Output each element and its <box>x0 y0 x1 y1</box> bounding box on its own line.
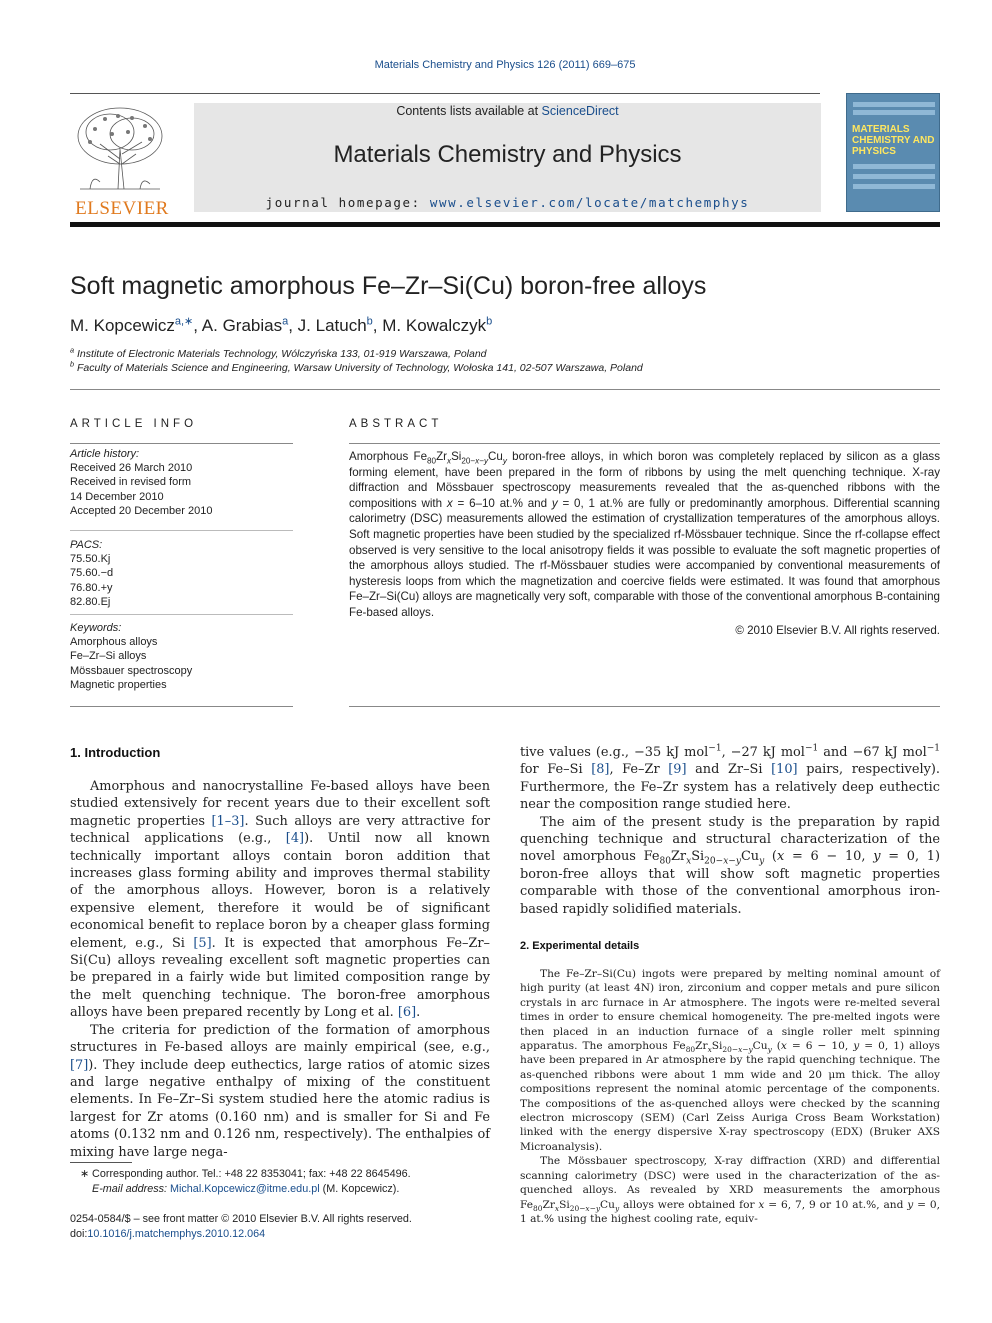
affiliation-a <box>70 345 487 360</box>
citation-link[interactable]: [1–3] <box>211 813 245 829</box>
author-list: M. Kopcewicz$^{a,∗}$, A. Grabias$^a$, J. Latuch$^b$, M. Kowalczyk$^b$ <box>70 315 493 335</box>
article-info-heading: ARTICLE INFO <box>70 418 198 430</box>
affiliation-link[interactable]: a,∗ <box>174 315 194 328</box>
cover-stripe <box>853 184 935 189</box>
affiliation-text: Faculty of Materials Science and Engineering, Warsaw University of Technology, Wołoska 141, 02-507 Warszawa, Poland <box>77 362 643 374</box>
front-matter <box>70 1212 412 1242</box>
keyword-item: Magnetic properties <box>70 678 167 691</box>
keyword-item: Fe–Zr–Si alloys <box>70 650 147 663</box>
footnote-rule <box>70 1162 132 1163</box>
citation-link[interactable]: [9] <box>668 762 687 778</box>
email-link[interactable]: Michal.Kopcewicz@itme.edu.pl <box>170 1183 320 1195</box>
history-label: Article history: <box>70 448 140 460</box>
paragraph: The aim of the present study is the preparation by rapid quenching technique and structural characterization of the novel amorphous $Fe_{80}Zr_xSi_{20-x-y}Cu_y$ (x = 6 − 10, y = 0, 1) boron-free alloys that will show soft magnetic properties comparable with those of the conventional amorphous iron-based rapidly solidified materials. <box>520 814 940 917</box>
abstract-rule <box>349 706 940 707</box>
history-item: Received in revised form <box>70 476 192 489</box>
info-rule <box>70 443 293 444</box>
cover-stripe <box>853 110 935 115</box>
email-label: E-mail address: <box>92 1183 171 1195</box>
pacs-item: 75.50.Kj <box>70 553 111 566</box>
citation-link[interactable]: [4] <box>285 831 305 847</box>
body-column-left <box>70 778 490 1161</box>
history-item: Received 26 March 2010 <box>70 462 193 475</box>
article-history <box>70 447 212 518</box>
abstract-rule <box>349 443 940 444</box>
cover-title: MATERIALS CHEMISTRY AND PHYSICS <box>852 124 935 157</box>
keyword-item: Amorphous alloys <box>70 636 158 649</box>
journal-masthead <box>194 103 821 212</box>
doi-prefix: doi: <box>70 1228 88 1240</box>
info-separator <box>70 530 293 531</box>
homepage-prefix: journal homepage: <box>265 195 430 210</box>
author-name: J. Latuch <box>297 316 367 335</box>
article-title: Soft magnetic amorphous Fe–Zr–Si(Cu) boron-free alloys <box>70 272 707 300</box>
citation-link[interactable]: [10] <box>771 762 798 778</box>
citation-link[interactable]: [7] <box>70 1057 89 1073</box>
author-name: M. Kopcewicz <box>70 316 175 335</box>
tree-logo-icon <box>70 104 170 192</box>
citation-link[interactable]: [6] <box>397 1005 417 1021</box>
info-rule <box>70 706 293 707</box>
author-name: M. Kowalczyk <box>382 316 487 335</box>
keyword-list <box>70 621 192 692</box>
section-heading-introduction: 1. Introduction <box>70 745 161 760</box>
contents-prefix: Contents lists available at <box>396 104 542 118</box>
corresponding-author-footnote <box>70 1167 490 1197</box>
doi-line <box>70 1227 412 1242</box>
section-heading-experimental: 2. Experimental details <box>520 940 640 952</box>
affiliation-link[interactable]: a <box>282 315 289 328</box>
pacs-item: 82.80.Ej <box>70 595 111 608</box>
paragraph: Amorphous and nanocrystalline Fe-based alloys have been studied extensively for recent years due to their excellent soft magnetic properties [1–3]. Such alloys are very attractive for technical applications (e.g., [4]). Until now all known technically important alloys contain boron addition that increases glass forming ability and improves thermal stability of the amorphous alloys. However, boron is a relatively expensive element, therefore it would be of significant economical benefit to replace boron by a cheaper glass forming element, e.g., Si [5]. It is expected that amorphous Fe–Zr–Si(Cu) alloys revealing excellent soft magnetic properties can be prepared in a fairly wide but limited composition range by the melt quenching technique. The boron-free amorphous alloys have been prepared recently by Long et al. [6]. <box>70 779 491 1021</box>
keywords-label: Keywords: <box>70 622 122 634</box>
doi-link[interactable]: 10.1016/j.matchemphys.2010.12.064 <box>87 1228 266 1240</box>
info-separator <box>70 614 293 615</box>
affiliation-mark: b <box>70 359 75 369</box>
contents-line <box>194 104 821 118</box>
email-suffix: (M. Kopcewicz). <box>319 1183 400 1195</box>
pacs-list <box>70 538 113 609</box>
paragraph: tive values (e.g., −35 kJ mol$^{-1}$, −27 kJ mol$^{-1}$ and −67 kJ mol$^{-1}$ for Fe–Si [8], Fe–Zr [9] and Zr–Si [10] pairs, respectively). Furthermore, the Fe–Zr system has a relatively deep euthectic near the composition range studied here. <box>520 743 941 813</box>
footnote-corresponding: ∗ Corresponding author. Tel.: +48 22 8353041; fax: +48 22 8645496. <box>80 1168 411 1180</box>
pacs-item: 75.60.−d <box>70 567 114 580</box>
footnote-email-line <box>70 1182 490 1197</box>
affiliation-b <box>70 359 643 374</box>
title-rule <box>70 389 940 390</box>
journal-citation[interactable]: Materials Chemistry and Physics 126 (2011) 669–675 <box>374 59 636 71</box>
body-column-right <box>520 744 940 918</box>
paragraph: The Mössbauer spectroscopy, X-ray diffraction (XRD) and differential scanning calorimetry (DSC) were used in the characterization of the as-quenched alloys. As revealed by XRD measurements the amorphous $Fe_{80}Zr_xSi_{20-x-y}Cu_y$ alloys were obtained for x = 6, 7, 9 or 10 at.%, and y = 0, 1 at.% using the highest cooling rate, equiv- <box>520 1155 940 1225</box>
history-item: Accepted 20 December 2010 <box>70 504 213 517</box>
author-name: A. Grabias <box>201 316 283 335</box>
affiliation-link[interactable]: b <box>486 315 493 328</box>
paragraph: The Fe–Zr–Si(Cu) ingots were prepared by melting nominal amount of high purity (at least 4N) iron, zirconium and copper metals and pure silicon crystals in arc furnace in Ar atmosphere. The ingots were re-melted several times in order to ensure chemical homogeneity. The pre-melted ingots were then placed in an induction furnace of a single roller melt spinning apparatus. The amorphous $Fe_{80}Zr_xSi_{20-x-y}Cu_y$ (x = 6 − 10, y = 0, 1) alloys have been prepared in Ar atmosphere by the rapid quenching technique. The as-quenched ribbons were about 1 mm wide and 20 μm thick. The alloy compositions represent the nominal atomic percentage of the components. The compositions of the as-quenched alloys were checked by the scanning electron microscopy (SEM) (Carl Zeiss Auriga Cross Beam Workstation) linked with the energy dispersive X-ray spectroscopy (EDX) (Bruker AXS Microanalysis). <box>520 968 940 1153</box>
publisher-name: ELSEVIER <box>75 198 169 219</box>
cover-stripe <box>853 164 935 169</box>
homepage-line <box>194 195 821 210</box>
affiliation-mark: a <box>70 345 75 355</box>
affiliation-link[interactable]: b <box>366 315 373 328</box>
citation-link[interactable]: [5] <box>193 935 212 951</box>
abstract-heading: ABSTRACT <box>349 418 443 430</box>
keyword-item: Mössbauer spectroscopy <box>70 664 193 677</box>
journal-cover-thumbnail[interactable] <box>846 93 940 212</box>
abstract-text: Amorphous $Fe_{80}Zr_xSi_{20-x-y}Cu_y$ boron-free alloys, in which boron was completely replaced by silicon as a glass forming element, have been prepared in the form of ribbons by using the melt quenching technique. X-ray diffraction and Mössbauer spectroscopy measurements revealed that the as-quenched ribbons with the compositions with x = 6–10 at.% and y = 0, 1 at.% are fully or predominantly amorphous. Differential scanning calorimetry (DSC) measurements allowed the estimation of crystallization temperatures of the amorphous alloys. Soft magnetic properties have been studied by the specialized rf-Mössbauer technique. Since the rf-collapse effect observed is very sensitive to the local anisotropy fields it was possible to evaluate the soft magnetic properties of the amorphous alloys studied. The rf-Mössbauer studies were accompanied by conventional measurements of hysteresis loops from which the magnetization and coercive fields were estimated. It was found that amorphous Fe–Zr–Si(Cu) alloys are magnetically very soft, comparable with those of the conventional amorphous B-containing Fe-based alloys. <box>349 450 940 619</box>
body-column-right-experimental <box>520 967 940 1226</box>
sciencedirect-link[interactable]: ScienceDirect <box>541 104 619 118</box>
paragraph: The criteria for prediction of the formation of amorphous structures in Fe-based alloys are mainly empirical (see, e.g., [7]). They include deep euthectics, large ratios of atomic sizes and large negative enthalpy of mixing of the constituent elements. In Fe–Zr–Si system studied here the atomic radius is largest for Zr atoms (0.160 nm) and is smaller for Si and Fe atoms (0.132 nm and 0.126 nm, respectively). The enthalpies of mixing have large nega- <box>70 1022 490 1160</box>
journal-title: Materials Chemistry and Physics <box>333 141 682 168</box>
citation-link[interactable]: [8] <box>591 762 610 778</box>
cover-stripe <box>853 174 935 179</box>
elsevier-logo[interactable] <box>70 104 174 219</box>
homepage-link[interactable]: www.elsevier.com/locate/matchemphys <box>429 195 750 210</box>
header-thick-rule <box>70 222 940 227</box>
abstract-copyright: © 2010 Elsevier B.V. All rights reserved. <box>735 624 940 637</box>
pacs-item: 76.80.+y <box>70 581 113 594</box>
pacs-label: PACS: <box>70 539 103 551</box>
header-rule <box>70 93 820 94</box>
cover-stripe <box>853 102 935 107</box>
history-item: 14 December 2010 <box>70 490 164 503</box>
front-matter-text: 0254-0584/$ – see front matter © 2010 Elsevier B.V. All rights reserved. <box>70 1213 412 1225</box>
affiliation-text: Institute of Electronic Materials Technology, Wólczyńska 133, 01-919 Warszawa, Poland <box>77 348 487 360</box>
